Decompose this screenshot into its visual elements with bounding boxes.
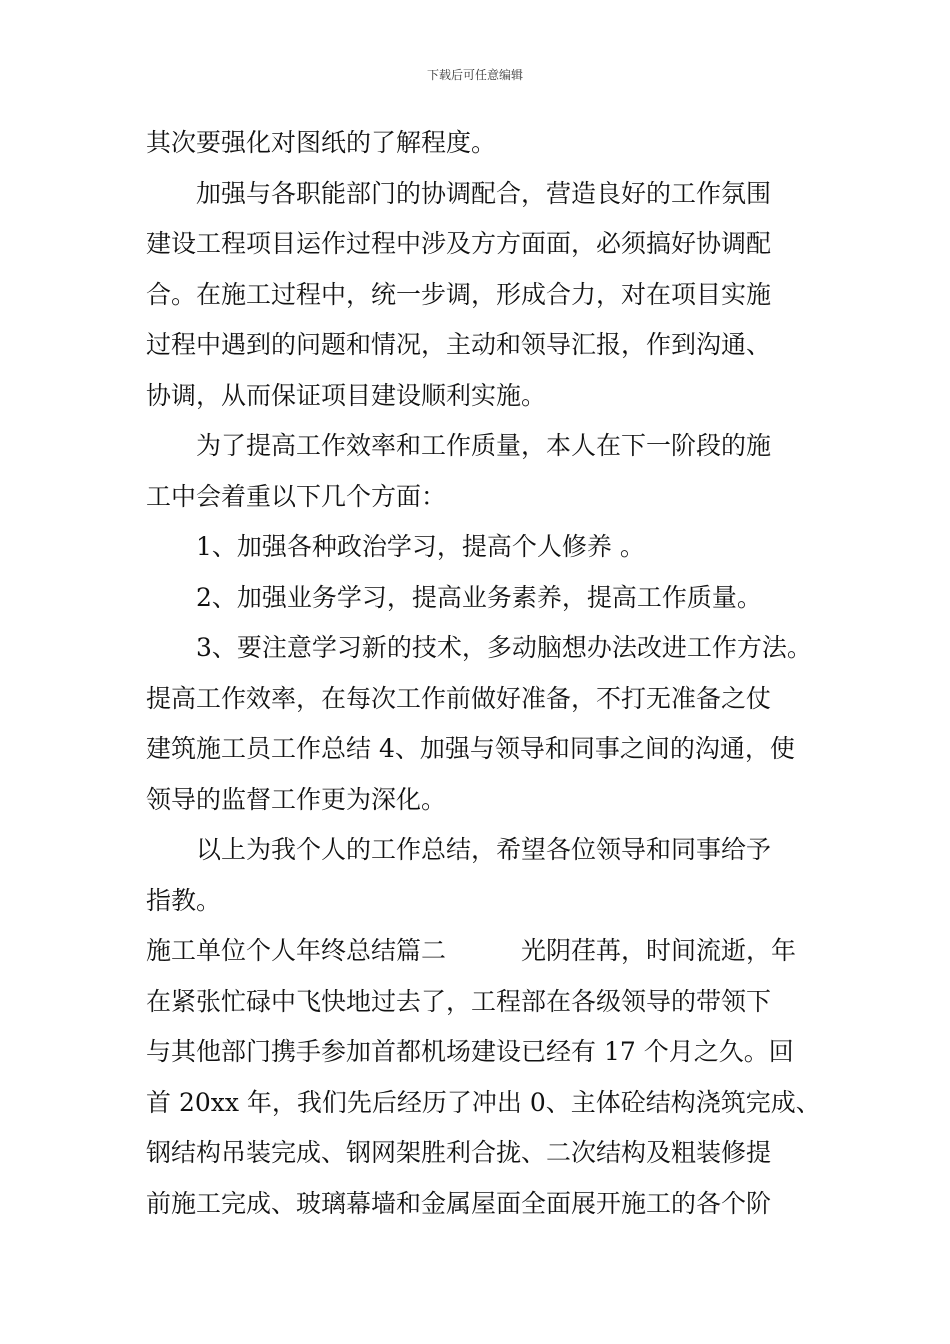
text-line: 为了提高工作效率和工作质量，本人在下一阶段的施 [196, 431, 772, 460]
text-line: 建筑施工员工作总结 4、加强与领导和同事之间的沟通，使 [146, 734, 795, 763]
text-line: 提高工作效率，在每次工作前做好准备，不打无准备之仗 [146, 683, 772, 713]
list-item: 3、要注意学习新的技术，多动脑想办法改进工作方法。 [196, 633, 812, 662]
text-line: 工中会着重以下几个方面： [146, 481, 447, 511]
text-line: 在紧张忙碌中飞快地过去了，工程部在各级领导的带领下 [146, 986, 772, 1016]
text-line: 其次要强化对图纸的了解程度。 [146, 128, 497, 157]
text-line: 钢结构吊装完成、钢网架胜利合拢、二次结构及粗装修提 [146, 1138, 772, 1167]
text-line: 首 20xx 年，我们先后经历了冲出 0、主体砼结构浇筑完成、 [146, 1087, 821, 1117]
text-line: 过程中遇到的问题和情况，主动和领导汇报，作到沟通、 [146, 330, 772, 359]
text-line: 以上为我个人的工作总结，希望各位领导和同事给予 [196, 835, 772, 864]
section-heading-line: 施工单位个人年终总结篇二 光阴荏苒，时间流逝，年 [146, 936, 797, 965]
text-line: 前施工完成、玻璃幕墙和金属屋面全面展开施工的各个阶 [146, 1188, 772, 1218]
page-header: 下载后可任意编辑 [426, 68, 523, 82]
document-body [146, 118, 836, 1229]
text-line: 加强与各职能部门的协调配合，营造良好的工作氛围 [196, 178, 772, 208]
list-item: 2、加强业务学习，提高业务素养，提高工作质量。 [196, 582, 762, 612]
list-item: 1、加强各种政治学习，提高个人修养 。 [196, 532, 645, 561]
text-line: 协调，从而保证项目建设顺利实施。 [146, 380, 547, 410]
text-line: 领导的监督工作更为深化。 [146, 784, 447, 814]
text-line: 合。在施工过程中，统一步调，形成合力，对在项目实施 [146, 279, 772, 309]
text-line: 指教。 [146, 885, 222, 915]
text-line: 与其他部门携手参加首都机场建设已经有 17 个月之久。回 [146, 1037, 794, 1066]
text-line: 建设工程项目运作过程中涉及方方面面，必须搞好协调配 [146, 229, 772, 258]
